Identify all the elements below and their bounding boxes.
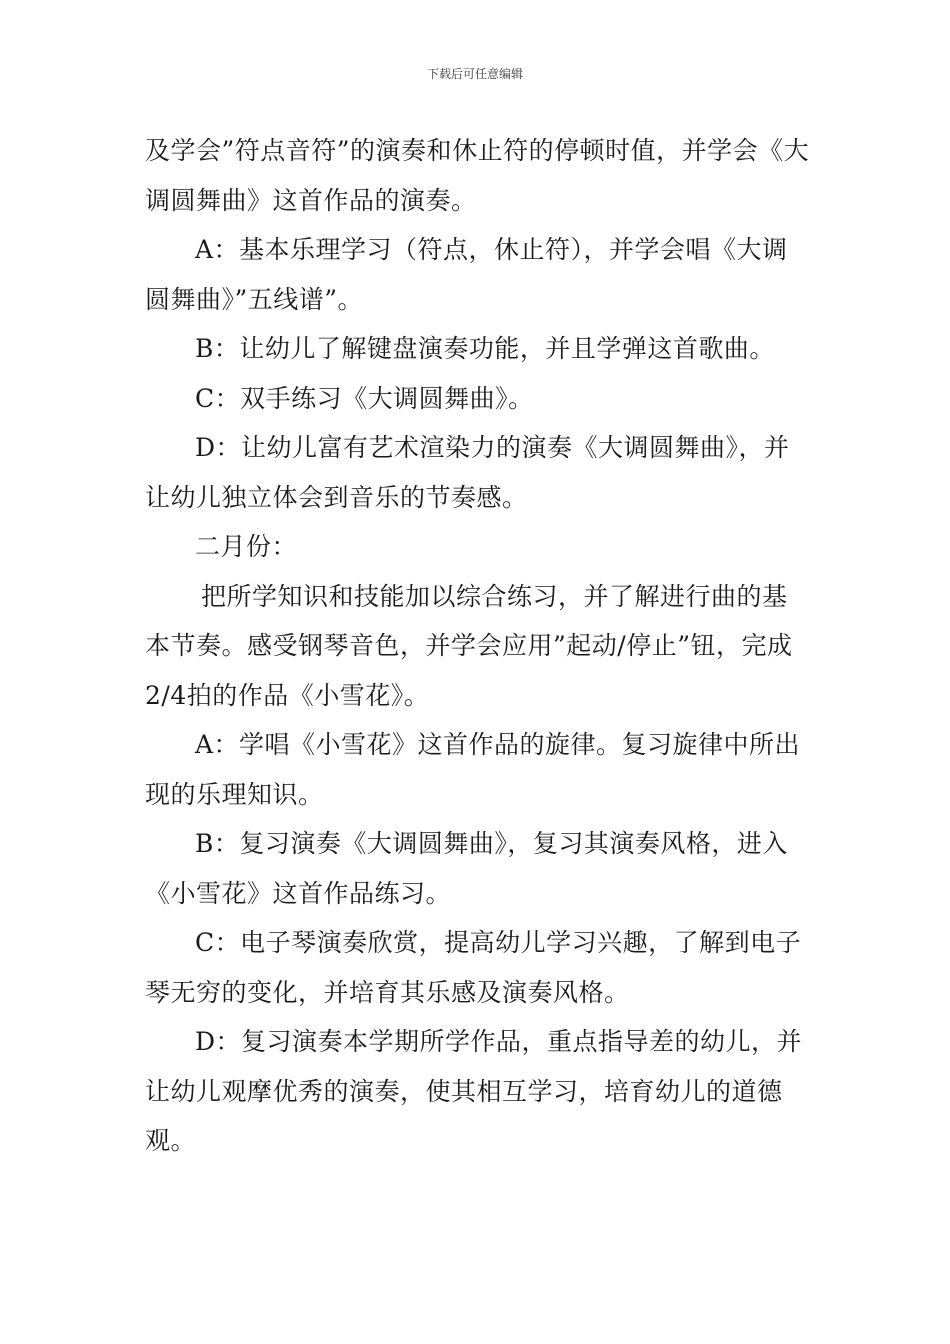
paragraph-february-item-d: D：复习演奏本学期所学作品，重点指导差的幼儿，并让幼儿观摩优秀的演奏，使其相互学习，培育幼儿的道德观。 — [145, 1027, 803, 1155]
paragraph-february-item-a: A：学唱《小雪花》这首作品的旋律。复习旋律中所出现的乐理知识。 — [145, 730, 801, 809]
paragraph-continuation: 及学会”符点音符”的演奏和休止符的停顿时值，并学会《大调圆舞曲》这首作品的演奏。 — [145, 136, 810, 215]
paragraph-february-item-c: C：电子琴演奏欣赏，提高幼儿学习兴趣，了解到电子琴无穷的变化，并培育其乐感及演奏风格。 — [145, 928, 802, 1007]
paragraph-item-a: A：基本乐理学习（符点，休止符），并学会唱《大调圆舞曲》”五线谱”。 — [145, 235, 788, 314]
paragraph-february-intro: 把所学知识和技能加以综合练习，并了解进行曲的基本节奏。感受钢琴音色，并学会应用”起动/停止”钮，完成2/4拍的作品《小雪花》。 — [145, 581, 793, 710]
paragraph-february-item-b: B：复习演奏《大调圆舞曲》，复习其演奏风格，进入《小雪花》这首作品练习。 — [145, 829, 788, 908]
paragraph-item-d: D：让幼儿富有艺术渲染力的演奏《大调圆舞曲》，并让幼儿独立体会到音乐的节奏感。 — [145, 433, 790, 512]
section-heading-february: 二月份： — [195, 532, 298, 561]
paragraph-item-c: C：双手练习《大调圆舞曲》。 — [195, 383, 534, 413]
paragraph-item-b: B：让幼儿了解键盘演奏功能，并且学弹这首歌曲。 — [195, 334, 775, 363]
document-body — [145, 126, 810, 1166]
page-header-note: 下载后可任意编辑 — [426, 67, 523, 81]
